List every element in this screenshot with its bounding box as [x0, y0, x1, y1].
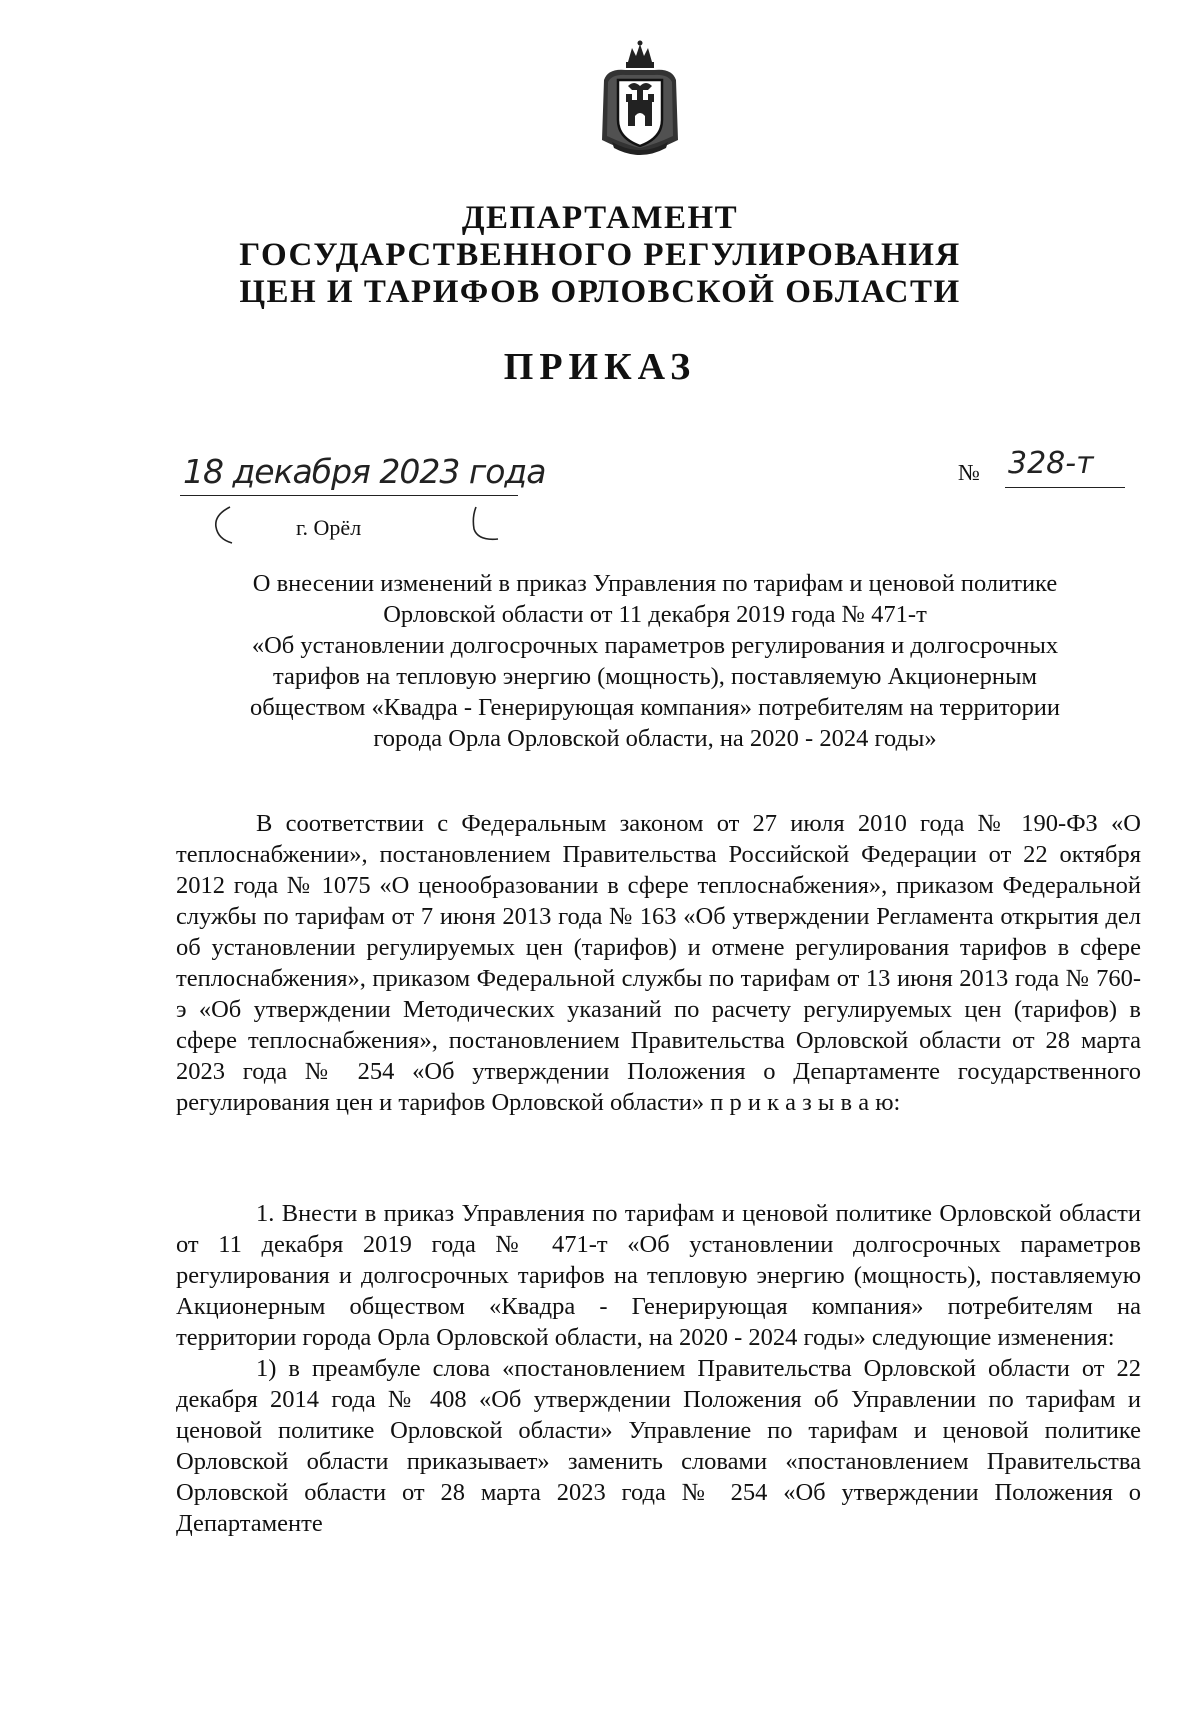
department-title-line-1: ДЕПАРТАМЕНТ: [461, 200, 739, 236]
left-bracket-mark: [210, 505, 244, 545]
item-1-paragraph: 1. Внести в приказ Управления по тарифам и ценовой политике Орловской области от 11 декабря 2019 года № 471-т «Об установлении долгосрочных параметров регулирования и долгосрочных тарифов на тепловую энергию (мощность), поставляемую Акционерным обществом «Квадра - Генерирующая компания» потребителям на территории города Орла Орловской области, на 2020 - 2024 годы» следующие изменения:: [176, 1200, 1141, 1351]
order-date-handwritten: 18 декабря 2023 года: [183, 452, 546, 491]
order-number-label: №: [958, 460, 980, 485]
coat-of-arms-emblem: [598, 40, 682, 158]
order-number-handwritten: 328-т: [1008, 446, 1094, 481]
department-title-line-2: ГОСУДАРСТВЕННОГО РЕГУЛИРОВАНИЯ: [239, 237, 961, 273]
subject-line-6: города Орла Орловской области, на 2020 - 2024 годы»: [373, 725, 937, 752]
preamble-section: [176, 808, 1141, 1118]
preamble-paragraph: В соответствии с Федеральным законом от 27 июля 2010 года № 190-ФЗ «О теплоснабжении», постановлением Правительства Российской Федерации от 22 октября 2012 года № 1075 «О ценообразовании в сфере теплоснабжения», приказом Федеральной службы по тарифам от 7 июня 2013 года № 163 «Об утверждении Регламента открытия дел об установлении регулируемых цен (тарифов) и отмене регулирования тарифов в сфере теплоснабжения», приказом Федеральной службы по тарифам от 13 июня 2013 года № 760-э «Об утверждении Методических указаний по расчету регулируемых цен (тарифов) в сфере теплоснабжения», постановлением Правительства Орловской области от 28 марта 2023 года № 254 «Об утверждении Положения о Департаменте государственного регулирования цен и тарифов Орловской области» п р и к а з ы в а ю:: [176, 810, 1141, 1116]
order-items-section: [176, 1198, 1141, 1539]
subject-line-5: обществом «Квадра - Генерирующая компания» потребителям на территории: [250, 694, 1060, 721]
subject-line-2: Орловской области от 11 декабря 2019 года № 471-т: [383, 601, 927, 628]
subject-line-1: О внесении изменений в приказ Управления по тарифам и ценовой политике: [252, 570, 1058, 597]
order-title: ПРИКАЗ: [503, 346, 697, 388]
department-title-line-3: ЦЕН И ТАРИФОВ ОРЛОВСКОЙ ОБЛАСТИ: [239, 274, 961, 310]
subject-line-4: тарифов на тепловую энергию (мощность), поставляемую Акционерным: [273, 663, 1037, 690]
department-title: [160, 200, 1040, 311]
item-1-subitem-1-paragraph: 1) в преамбуле слова «постановлением Правительства Орловской области от 22 декабря 2014 года № 408 «Об утверждении Положения об Управлении по тарифам и ценовой политике Орловской области» Управление по тарифам и ценовой политике Орловской области приказывает» заменить словами «постановлением Правительства Орловской области от 28 марта 2023 года № 254 «Об утверждении Положения о Департаменте: [176, 1355, 1141, 1537]
number-underline: [1005, 487, 1125, 488]
date-underline: [180, 495, 518, 496]
right-bracket-mark: [470, 505, 504, 545]
subject-line-3: «Об установлении долгосрочных параметров регулирования и долгосрочных: [251, 632, 1059, 659]
city-label: г. Орёл: [296, 515, 362, 540]
order-subject: [160, 568, 1150, 754]
